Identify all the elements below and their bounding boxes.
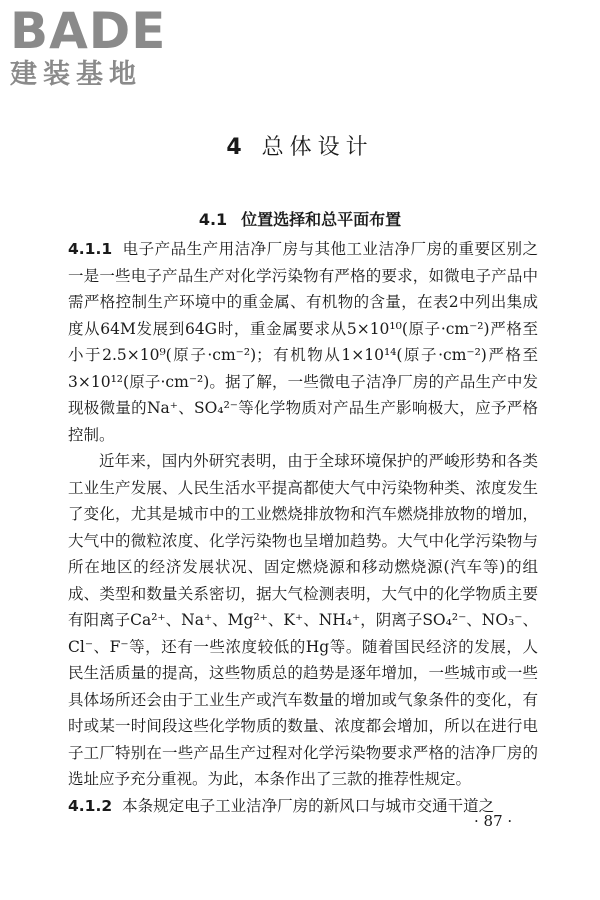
- logo-subtitle: 建装基地: [10, 59, 142, 90]
- paragraph-text: 电子产品生产用洁净厂房与其他工业洁净厂房的重要区别之一是一些电子产品生产对化学污染物有严格的要求，如微电子产品中需严格控制生产环境中的重金属、有机物的含量，在表2中列出集成度从64M发展到64G时，重金属要求从5×10¹⁰(原子·cm⁻²)严格至小于2.5×10⁹(原子·cm⁻²)；有机物从1×10¹⁴(原子·cm⁻²)严格至3×10¹²(原子·cm⁻²)。据了解，一些微电子洁净厂房的产品生产中发现极微量的Na⁺、SO₄²⁻等化学物质对产品生产影响极大，应予严格控制。: [68, 240, 538, 444]
- clause-number: 4.1.2: [68, 796, 113, 815]
- clause-4-1-2-paragraph-1: [68, 793, 538, 820]
- clause-number: 4.1.1: [68, 240, 113, 258]
- body-text: [68, 236, 538, 819]
- paragraph-text: 近年来，国内外研究表明，由于全球环境保护的严峻形势和各类工业生产发展、人民生活水平提高都使大气中污染物种类、浓度发生了变化，尤其是城市中的工业燃烧排放物和汽车燃烧排放物的增加，大气中的微粒浓度、化学污染物也呈增加趋势。大气中化学污染物与所在地区的经济发展状况、固定燃烧源和移动燃烧源(汽车等)的组成、类型和数量关系密切，据大气检测表明，大气中的化学物质主要有阳离子Ca²⁺、Na⁺、Mg²⁺、K⁺、NH₄⁺，阴离子SO₄²⁻、NO₃⁻、Cl⁻、F⁻等，还有一些浓度较低的Hg等。随着国民经济的发展，人民生活质量的提高，这些物质总的趋势是逐年增加，一些城市或一些具体场所还会由于工业生产或汽车数量的增加或气象条件的变化，有时或某一时间段这些化学物质的数量、浓度都会增加，所以在进行电子工厂特别在一些产品生产过程对化学污染物要求严格的洁净厂房的选址应予充分重视。为此，本条作出了三款的推荐性规定。: [68, 452, 538, 788]
- logo-wordmark: BADE: [10, 2, 167, 60]
- page-number: · 87 ·: [474, 812, 513, 830]
- chapter-heading: [0, 130, 600, 161]
- bade-logo: [10, 2, 180, 90]
- paragraph-text: 本条规定电子工业洁净厂房的新风口与城市交通干道之: [122, 796, 495, 815]
- section-title: 位置选择和总平面布置: [241, 210, 402, 229]
- section-heading: [0, 207, 600, 230]
- chapter-number: 4: [226, 135, 248, 160]
- clause-4-1-1-paragraph-2: [68, 448, 538, 793]
- clause-4-1-1-paragraph-1: [68, 236, 538, 448]
- chapter-title: 总体设计: [261, 135, 374, 160]
- section-number: 4.1: [198, 210, 228, 229]
